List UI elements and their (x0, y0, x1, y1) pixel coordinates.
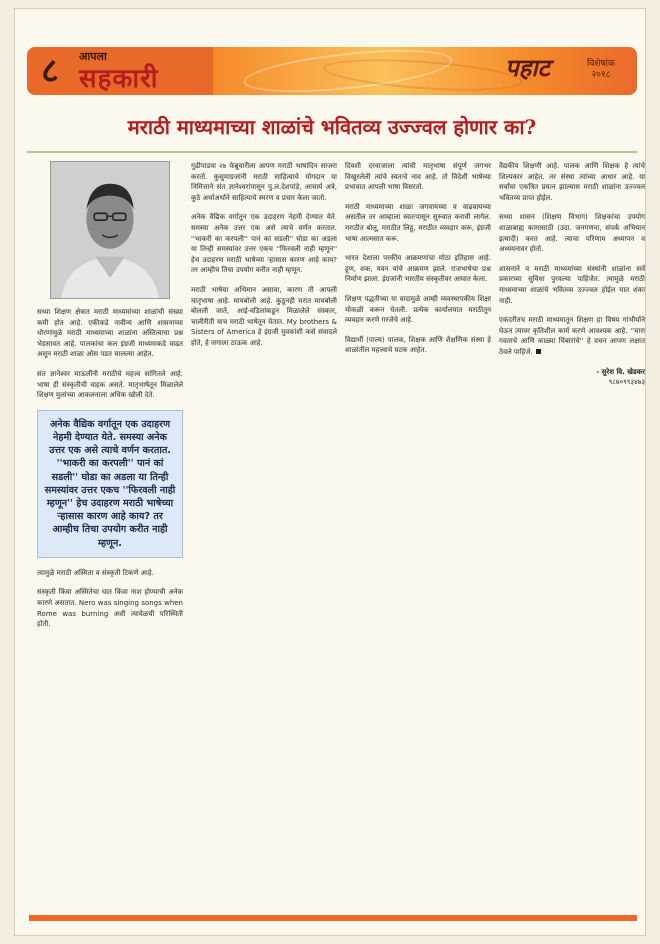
column-1 (37, 161, 183, 639)
footer-rule (29, 915, 637, 921)
col4-paragraph: वैद्यकीय शिक्षणी आहे. पालक आणि शिक्षक हे त्यांचे शिल्पकार आहेत. तर संस्था त्यांच्या आधार आहे. या सर्वांचा एकत्रित प्रयत्न झाल्यास मराठी शाळांना उज्ज्वल भवितव्य प्राप्त होईल. (499, 162, 645, 202)
title-divider (27, 151, 637, 153)
col3-paragraph: दिवशी दरवाजाला त्यांची मातृभाषा संपूर्ण जगभर विखुरलेली त्यांचे स्वतःचे नाव आहे. तो विदेशी भाषेच्या प्रभावात आपली भाषा विसरतो. (345, 162, 491, 192)
brand-top-text: आपला (79, 50, 107, 63)
col3-paragraph: भारत देशाला परकीय आक्रमणांचा मोठा इतिहास आहे. हूण, शक, यवन यांचे आक्रमण झाले. राजभाषेचा प्रश्न निर्माण झाला. इंग्रजांनी भारतीय संस्कृतीवर आघात केला. (345, 254, 491, 284)
col2-paragraph: गुढीपाडवा २७ फेब्रुवारीला आपण मराठी भाषादिन साजरा करतो. कुसुमाग्रजांनी मराठी साहित्याचे योगदान या निमित्ताने संत ज्ञानेश्वरांपासून पु.ल.देशपांडे, आचार्य अत्रे, कुठे अर्थाअर्थाने साहित्याचे स्मरण व प्रचार केला जातो. (191, 162, 337, 202)
page (14, 8, 646, 936)
col3-paragraph: शिक्षण पद्धतीच्या या वादामुळे आम्ही व्यवस्थापकीय शिक्षा मोकळी करून घेतली. प्रत्येक कार्यालयात मराठीतून व्यवहार करणे गरजेचे आहे. (345, 294, 491, 325)
col3-paragraph: विद्यार्थी (पाल्य) पालक, शिक्षक आणि शैक्षणिक संस्था हे शाळांतील महत्त्वाचे घटक आहेत. (345, 335, 491, 355)
col4-closing-text: एकंदरीतच मराठी माध्यमातून शिक्षण हा विषय गांभीर्याने घेऊन त्यावर कृतिशील कार्य करणे आवश्यक आहे. ''चारा गवताचे आणि काळ्या चिंबारांचे'' हे वचन आपण लक्षात ठेवले पाहिजे. (499, 316, 645, 356)
column-4 (499, 161, 645, 388)
brand-name: सहकारी (79, 64, 159, 94)
col4-paragraph (499, 315, 645, 357)
author-phone: ९८७०९९३४७३ (608, 378, 645, 387)
col1-paragraph: संस्कृती किंवा अस्मितेचा घात किंवा नाश होण्याची अनेक कारणे असतात. Nero was singing songs when Rome was burning अशी त्यावेळची परिस्थिती होती. (37, 588, 183, 629)
issue-label (587, 59, 615, 81)
col4-paragraph: सध्या शासन (शिक्षण विभाग) शिक्षकांचा उपयोग शाळाबाह्य कामासाठी (उदा. जनगणना, संपर्क अभियान इत्यादी) करत आहे. त्याचा परिणाम अध्यापन व अध्ययनावर होतो. (499, 213, 645, 254)
page-number: ८ (27, 47, 73, 95)
column-3 (345, 161, 491, 365)
decorative-band (213, 47, 637, 95)
portrait-illustration (51, 162, 169, 298)
end-mark-icon (536, 349, 541, 354)
pull-quote: अनेक वैद्यिक वर्गातून एक उदाहरण नेहमी देण्यात येते. समस्या अनेक उत्तर एक असे त्याचे वर्णन करतात. ''भाकरी का करपली'' पानं कां सडली'' घोडा का अडला या तिन्ही समस्यांवर उत्तर एकच ''फिरवली नाही म्हणून'' हेच उदाहरण मराठी भाषेच्या ऱ्हासास कारण आहे काय? तर आम्हीच तिचा उपयोग करीत नाही म्हणून. (37, 410, 183, 558)
author-signature: - सुरेश वि. खेडकर (596, 367, 645, 376)
pahat-logo: पहाट (505, 53, 550, 82)
author-photo (50, 161, 170, 299)
column-2 (191, 161, 337, 358)
col2-paragraph: मराठी भाषेचा अभिमान असावा, कारण ती आपली मातृभाषा आहे. मायबोली आहे. कुठूनही घरात मायबोली बोलली जाते, आई-वडिलांकडून मिळालेले संस्कार, चालीरीती याच मराठी भाषेतून येतात. My brothers & Sisters of America हे इंग्रजी युवकांशी कसे संवादले होते, हे जगाला ठाऊक आहे. (191, 285, 337, 347)
col3-paragraph: मराठी माध्यमाच्या शाळा जगवायच्या व वाढवायच्या असतील तर आम्हाला स्वतःपासून सुरुवात करावी लागेल. मराठीत बोलू, मराठीत लिहू, मराठीत व्यवहार करू, इंग्रजी भाषा आत्मसात करू. (345, 202, 491, 243)
article-title: मराठी माध्यमाच्या शाळांचे भवितव्य उज्ज्वल होणार का? (127, 115, 537, 139)
col1-paragraph: त्यामुळे मराठी अस्मिता व संस्कृती टिकणे आहे. (37, 568, 154, 577)
issue-line-2: २०१८ (591, 70, 611, 80)
col1-paragraph: संत ज्ञानेश्वर माऊलींनी मराठीचे महत्त्व सांगितले आहे. भाषा ही संस्कृतीची वाहक असते. मातृभाषेतून मिळालेले शिक्षण मुलांच्या आकलनाला अधिक खोली देते. (37, 369, 183, 400)
col2-paragraph: अनेक वैद्यिक वर्गातून एक उदाहरण नेहमी देण्यात येते. समस्या अनेक उत्तर एक असे त्याचे वर्णन करतात. ''भाकरी का करपली'' पानं कां सडली'' घोडा का अडला या तिन्ही समस्यांवर उत्तर एकच ''फिरवली नाही म्हणून'' हेच उदाहरण मराठी भाषेच्या ऱ्हासास कारण आहे काय? तर आम्हीच तिचा उपयोग करीत नाही म्हणून. (191, 213, 337, 275)
swirl-decoration (322, 54, 523, 96)
issue-line-1: विशेषांक (587, 59, 615, 69)
col4-paragraph: शासनाने व मराठी माध्यमांच्या संस्थांनी शाळांना सर्व प्रकारच्या सुविधा पुरवल्या पाहिजेत. त्यामुळे मराठी माध्यमाच्या शाळांचे भवितव्य उज्ज्वल होईल यात शंका नाही. (499, 264, 645, 305)
col1-paragraph: सध्या शिक्षण क्षेत्रात मराठी माध्यमांच्या शाळांची संख्या कमी होत आहे. एकीकडे नावीन्य आणि शासनाच्या धोरणांमुळे मराठी माध्यमाच्या शाळांना अस्तित्वाचा प्रश्न भेडसावत आहे. पालकांचा कल इंग्रजी माध्यमाकडे वाढत असून मराठी शाळा ओस पडत चालल्या आहेत. (37, 308, 183, 359)
masthead (27, 37, 637, 107)
